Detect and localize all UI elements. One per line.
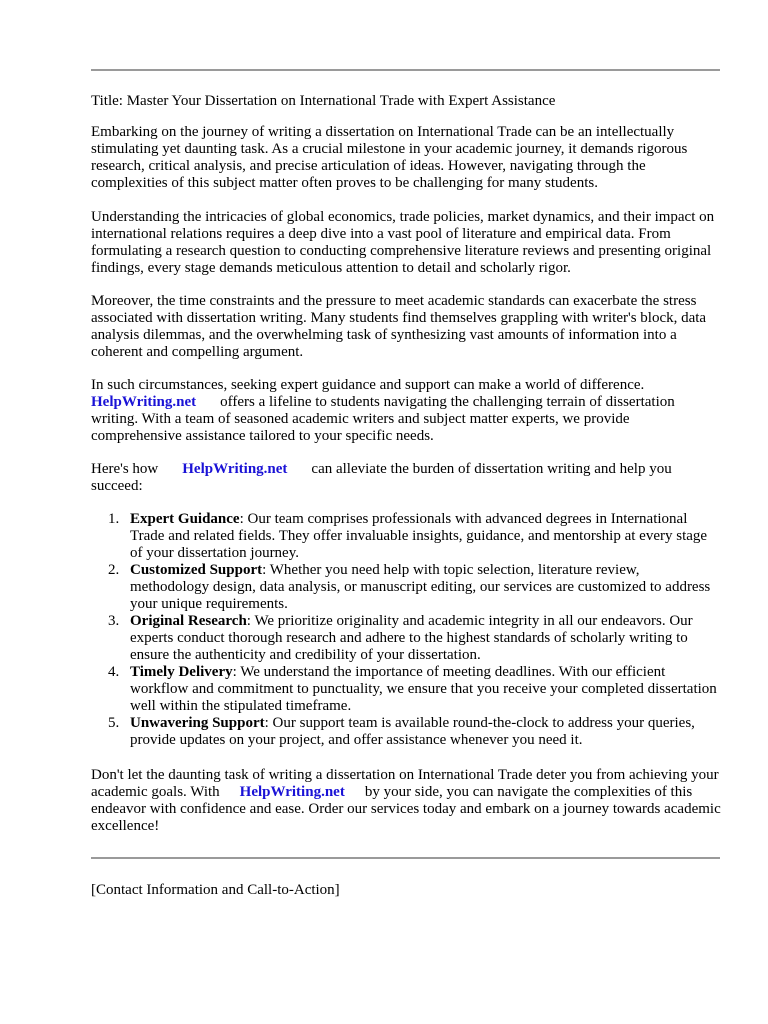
list-item: 3. Original Research: We prioritize originality and academic integrity in all our endeavors. Our experts conduct thorough research and adhere to the highest standards of scholarly writing to ensure the authenticity and credibility of your dissertation.: [108, 613, 693, 663]
helpwriting-link[interactable]: HelpWriting.net: [91, 394, 197, 410]
bottom-divider: [91, 857, 720, 859]
list-item-term: Customized Support: [130, 562, 263, 578]
closing-text-after: by your side, you can navigate the complexities of this endeavor with confidence and ease. Order our services today and embark on a journey towards academic excellence!: [91, 784, 721, 834]
understanding-paragraph: Understanding the intricacies of global economics, trade policies, market dynamics, and their impact on international relations requires a deep dive into a vast pool of literature and empirical data. From formulating a research question to conducting comprehensive literature reviews and presenting original findings, every stage demands meticulous attention to detail and scholarly rigor.: [91, 209, 715, 276]
list-item: 5. Unwavering Support: Our support team is available round-the-clock to address your queries, provide updates on your project, and offer assistance whenever you need it.: [108, 715, 695, 748]
list-item-term: Original Research: [130, 613, 247, 629]
list-item-text: : Our support team is available round-the-clock to address your queries, provide updates on your project, and offer assistance whenever you need it.: [130, 715, 695, 748]
list-item-term: Timely Delivery: [130, 664, 233, 680]
circumstances-paragraph: [91, 377, 721, 445]
top-divider: [91, 69, 720, 71]
services-list: [91, 511, 721, 749]
howto-paragraph: [91, 461, 721, 495]
document-title: Title: Master Your Dissertation on International Trade with Expert Assistance: [91, 93, 556, 109]
circumstances-text-before: In such circumstances, seeking expert guidance and support can make a world of difference.: [91, 377, 645, 393]
list-item-term: Unwavering Support: [130, 715, 265, 731]
list-item: 2. Customized Support: Whether you need help with topic selection, literature review, methodology design, data analysis, or manuscript editing, our services are customized to address your unique requirements.: [108, 562, 711, 612]
list-item: 4. Timely Delivery: We understand the importance of meeting deadlines. With our efficient workflow and commitment to punctuality, we ensure that you receive your completed dissertation well within the stipulated timeframe.: [108, 664, 717, 714]
circumstances-text-after: offers a lifeline to students navigating the challenging terrain of dissertation writing. With a team of seasoned academic writers and subject matter experts, we provide comprehensive assistance tailored to your specific needs.: [91, 394, 675, 444]
moreover-paragraph: Moreover, the time constraints and the pressure to meet academic standards can exacerbate the stress associated with dissertation writing. Many students find themselves grappling with writer's block, data analysis dilemmas, and the overwhelming task of synthesizing vast amounts of information into a coherent and compelling argument.: [91, 293, 707, 360]
list-item-text: : We understand the importance of meeting deadlines. With our efficient workflow and commitment to punctuality, we ensure that you receive your completed dissertation well within the stipulated timeframe.: [130, 664, 717, 714]
list-item: 1. Expert Guidance: Our team comprises professionals with advanced degrees in International Trade and related fields. They offer invaluable insights, guidance, and mentorship at every stage of your dissertation journey.: [108, 511, 708, 561]
list-item-text: : Whether you need help with topic selection, literature review, methodology design, data analysis, or manuscript editing, our services are customized to address your unique requirements.: [130, 562, 711, 612]
helpwriting-link[interactable]: HelpWriting.net: [239, 784, 345, 800]
howto-text-after: can alleviate the burden of dissertation writing and help you succeed:: [91, 461, 672, 494]
helpwriting-link[interactable]: HelpWriting.net: [182, 461, 288, 477]
list-item-term: Expert Guidance: [130, 511, 240, 527]
closing-text-before: Don't let the daunting task of writing a dissertation on International Trade deter you from achieving your academic goals. With: [91, 767, 719, 800]
list-item-text: : Our team comprises professionals with advanced degrees in International Trade and related fields. They offer invaluable insights, guidance, and mentorship at every stage of your dissertation journey.: [130, 511, 708, 561]
list-item-text: : We prioritize originality and academic integrity in all our endeavors. Our experts conduct thorough research and adhere to the highest standards of scholarly writing to ensure the authenticity and credibility of your dissertation.: [130, 613, 693, 663]
howto-text-before: Here's how: [91, 461, 159, 477]
closing-paragraph: [91, 767, 721, 835]
intro-paragraph: Embarking on the journey of writing a dissertation on International Trade can be an intellectually stimulating yet daunting task. As a crucial milestone in your academic journey, it demands rigorous research, critical analysis, and precise articulation of ideas. However, navigating through the complexities of this subject matter often proves to be challenging for many students.: [91, 124, 688, 191]
contact-placeholder: [Contact Information and Call-to-Action]: [91, 882, 340, 898]
